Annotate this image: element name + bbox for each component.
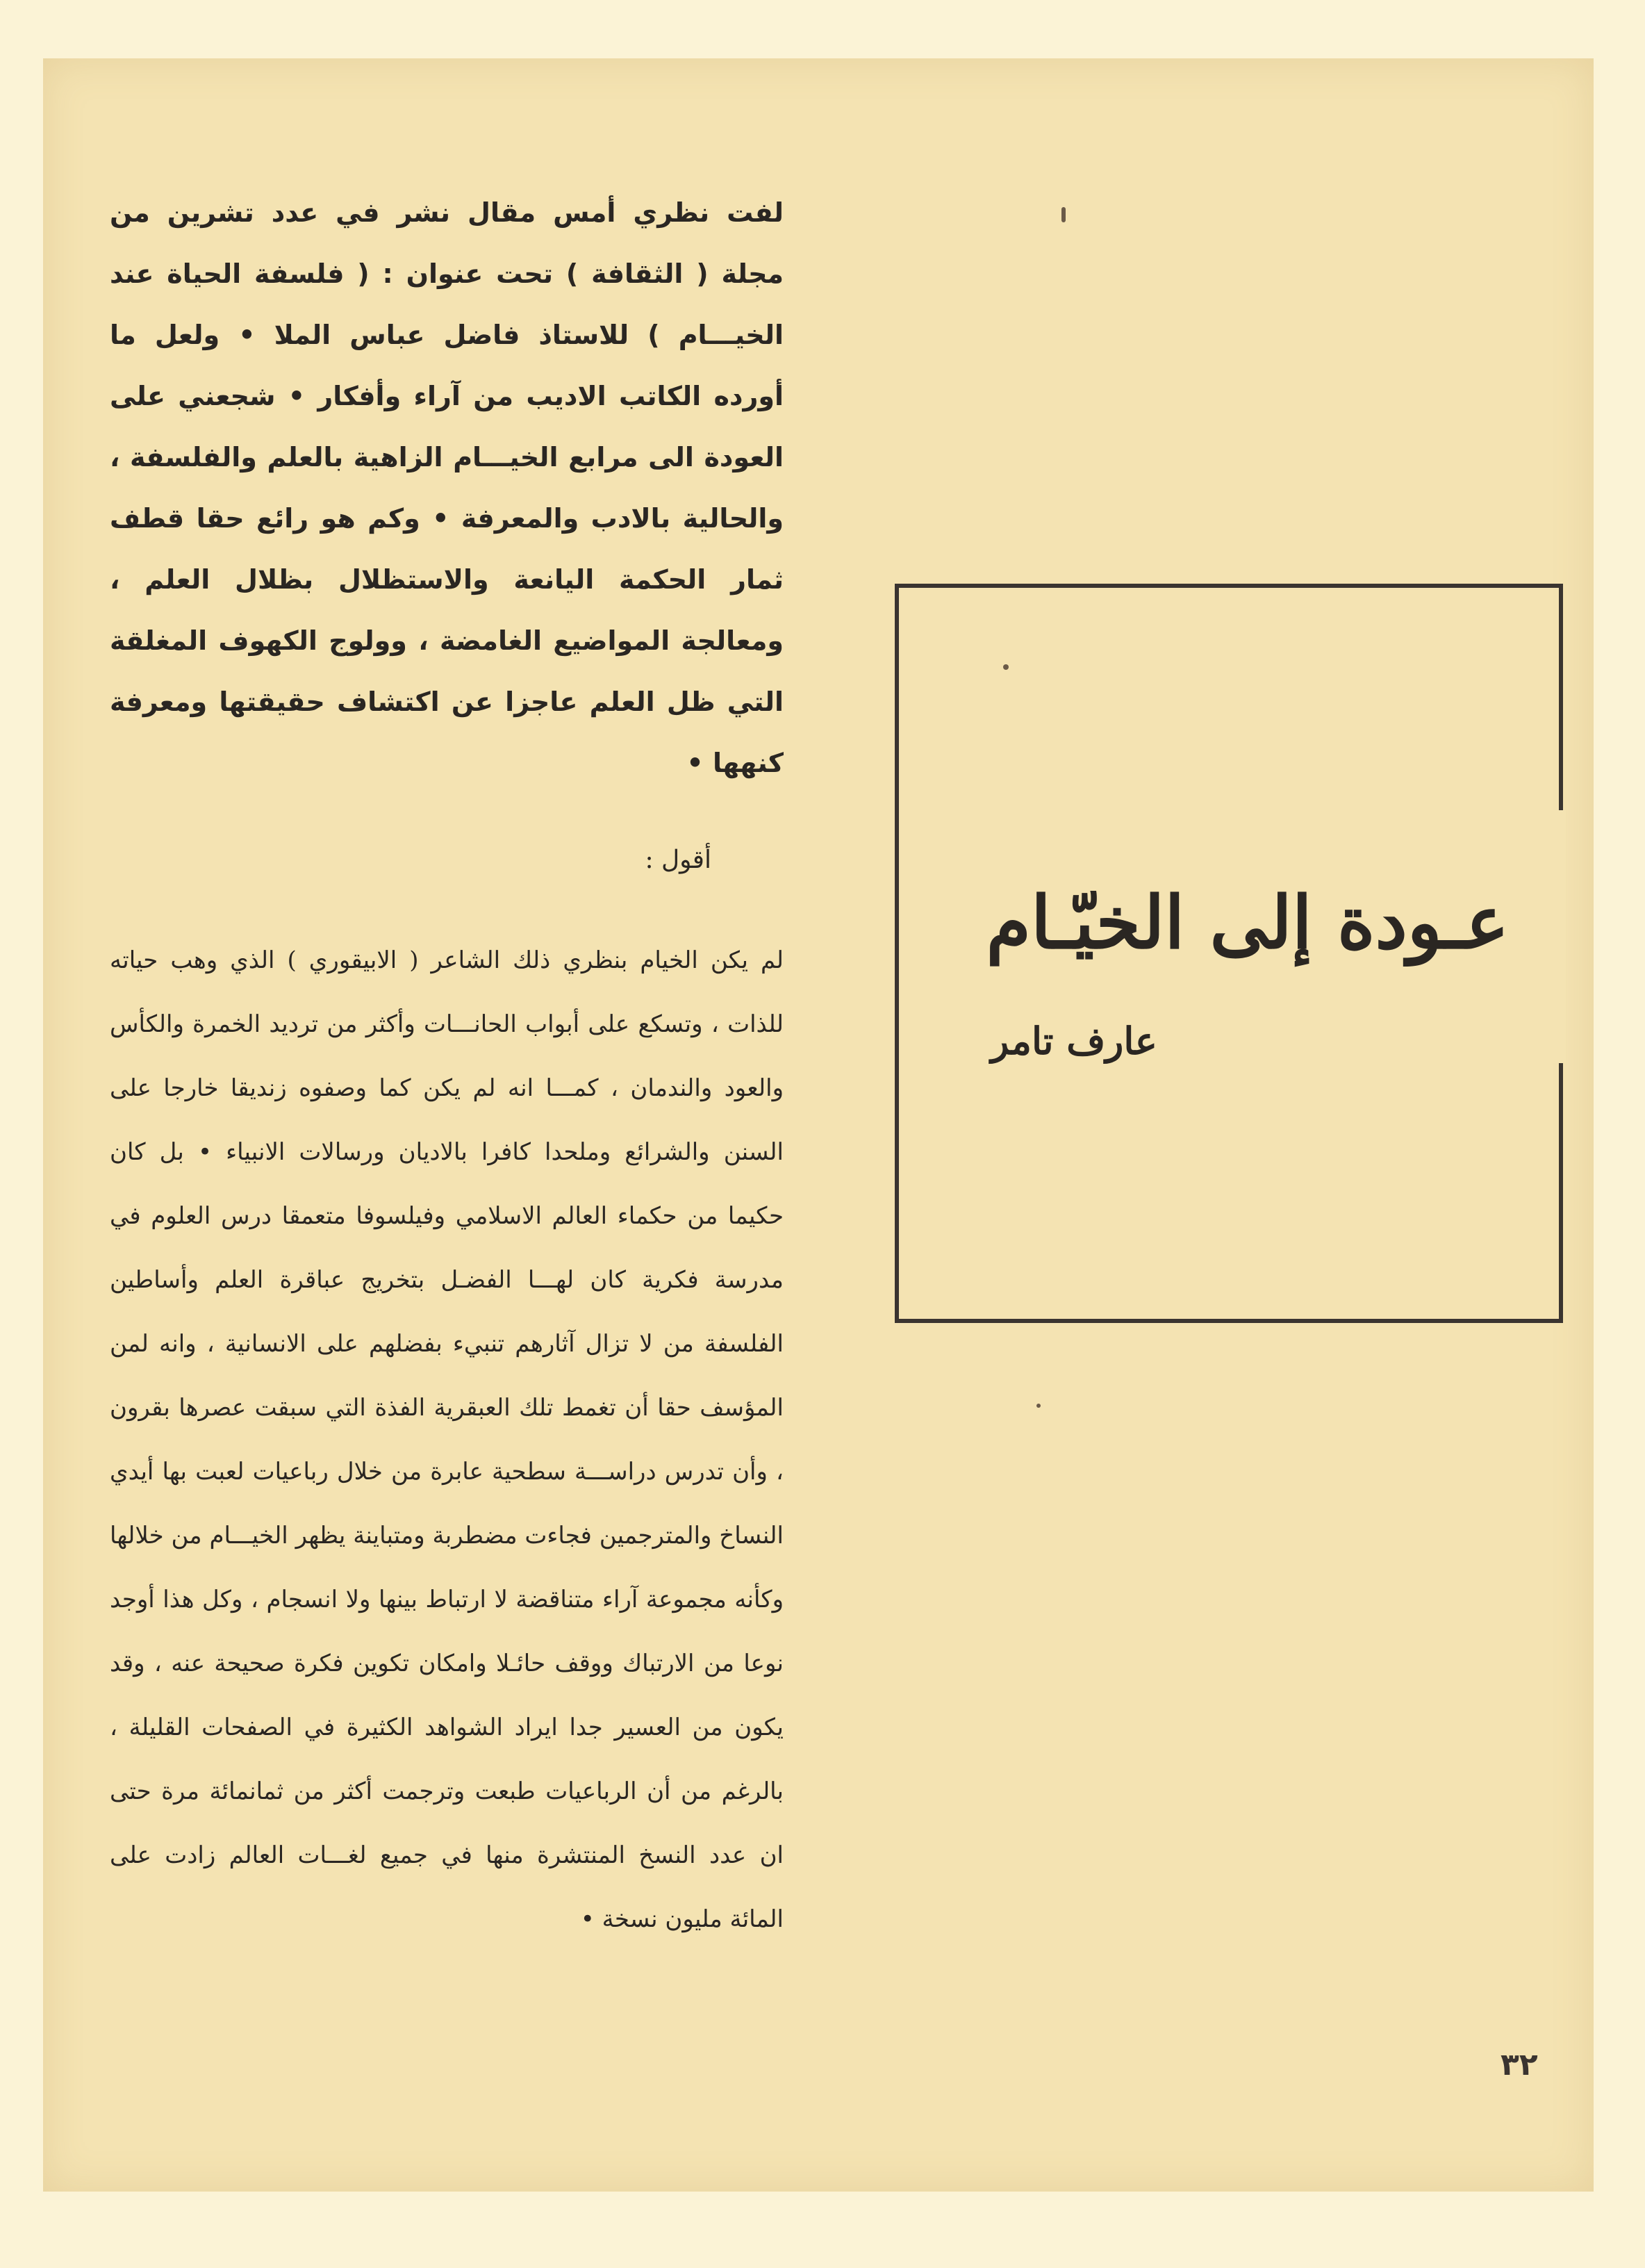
print-speck [1003, 664, 1009, 670]
body-paragraph: لم يكن الخيام بنظري ذلك الشاعر ( الابيقوري ) الذي وهب حياته للذات ، وتسكع على أبواب الحانـــات وأكثر من ترديد الخمرة والكأس والعود والندمان ، كمـــا انه لم يكن كما وصفوه زنديقا خارجا على السنن والشرائع وملحدا كافرا بالاديان ورسالات الانبياء • بل كان حكيما من حكماء العالم الاسلامي وفيلسوفا متعمقا درس العلوم في مدرسة فكرية كان لهـــا الفضـل بتخريج عباقرة العلم وأساطين الفلسفة من لا تزال آثارهم تنبيء بفضلهم على الانسانية ، وانه لمن المؤسف حقا أن تغمط تلك العبقرية الفذة التي سبقت عصرها بقرون ، وأن تدرس دراســـة سطحية عابرة من خلال رباعيات لعبت بها أيدي النساخ والمترجمين فجاءت مضطربة ومتباينة يظهر الخيـــام من خلالها وكأنه مجموعة آراء متناقضة لا ارتباط بينها ولا انسجام ، وكل هذا أوجد نوعا من الارتباك ووقف حائـلا وامكان تكوين فكرة صحيحة عنه ، وقد يكون من العسير جدا ايراد الشواهد الكثيرة في الصفحات القليلة ، بالرغم من أن الرباعيات طبعت وترجمت أكثر من ثمانمائة مرة حتى ان عدد النسخ المنتشرة منها في جميع لغـــات العالم زادت على المائة مليون نسخة • [110, 946, 784, 1933]
aqoul-line: أقول : [645, 846, 711, 874]
article-title: عـودة إلى الخيّـام [986, 880, 1509, 965]
magazine-page [43, 58, 1594, 2192]
print-speck [1036, 1404, 1041, 1408]
title-frame [895, 584, 1563, 1323]
print-speck [1061, 207, 1066, 222]
article-text-column [110, 182, 784, 1951]
author-name: عارف تامر [991, 1019, 1157, 1063]
page-number: ٣٢ [1501, 2047, 1538, 2082]
frame-gap [1552, 810, 1566, 1063]
intro-paragraph: لفت نظري أمس مقال نشر في عدد تشرين من مجلة ( الثقافة ) تحت عنوان : ( فلسفة الحياة عند الخيـــام ) للاستاذ فاضل عباس الملا • ولعل ما أورده الكاتب الاديب من آراء وأفكار • شجعني على العودة الى مرابع الخيـــام الزاهية بالعلم والفلسفة ، والحالية بالادب والمعرفة • وكم هو رائع حقا قطف ثمار الحكمة اليانعة والاستظلال بظلال العلم ، ومعالجة المواضيع الغامضة ، وولوج الكهوف المغلقة التي ظل العلم عاجزا عن اكتشاف حقيقتها ومعرفة كنهها • [110, 197, 784, 778]
